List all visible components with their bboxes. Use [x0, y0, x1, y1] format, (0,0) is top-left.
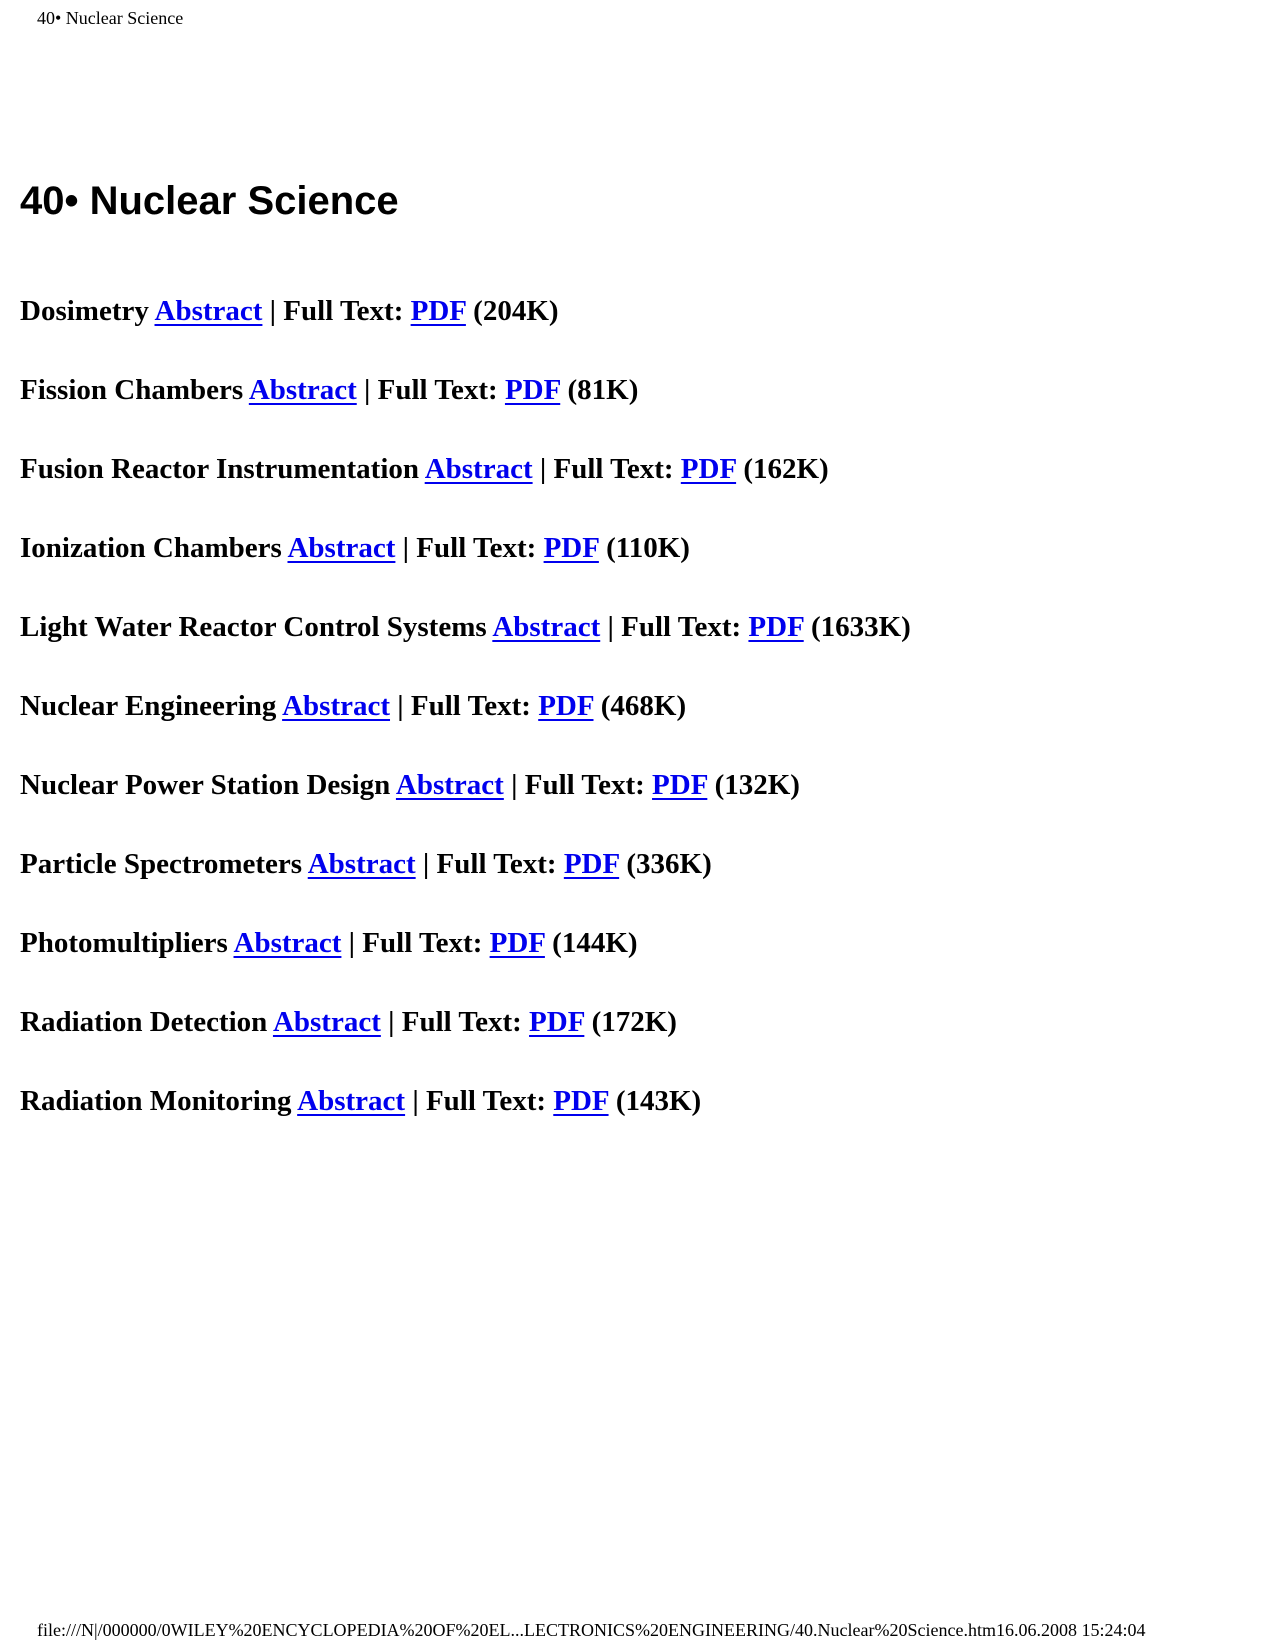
article-title: Ionization Chambers [20, 532, 282, 564]
full-text-label: | Full Text: [412, 1085, 547, 1117]
pdf-link[interactable]: PDF [748, 611, 804, 643]
file-size: (204K) [473, 295, 559, 327]
article-entry [20, 847, 911, 926]
print-footer-path: file:///N|/000000/0WILEY%20ENCYCLOPEDIA%20OF%20EL...LECTRONICS%20ENGINEERING/40.Nuclear%20Science.htm16.06.2008 15:24:04 [37, 1620, 1146, 1640]
file-size: (336K) [626, 848, 712, 880]
print-header-title: 40• Nuclear Science [37, 8, 184, 28]
abstract-link[interactable]: Abstract [424, 453, 533, 485]
file-size: (468K) [600, 690, 687, 722]
abstract-link[interactable]: Abstract [248, 374, 357, 406]
abstract-link[interactable]: Abstract [272, 1006, 381, 1038]
pdf-link[interactable]: PDF [563, 848, 620, 880]
pdf-link[interactable]: PDF [553, 1085, 609, 1117]
article-title: Fission Chambers [20, 374, 244, 406]
full-text-label: | Full Text: [402, 532, 537, 564]
full-text-label: | Full Text: [539, 453, 674, 485]
file-size: (110K) [606, 532, 690, 564]
article-entry [20, 610, 911, 689]
article-entry [20, 689, 911, 768]
full-text-label: | Full Text: [364, 374, 498, 406]
abstract-link[interactable]: Abstract [297, 1085, 406, 1117]
full-text-label: | Full Text: [511, 769, 645, 801]
article-title: Particle Spectrometers [20, 848, 303, 880]
article-entry [20, 1084, 911, 1163]
article-entry [20, 1005, 911, 1084]
pdf-link[interactable]: PDF [529, 1006, 585, 1038]
full-text-label: | Full Text: [607, 611, 742, 643]
article-title: Photomultipliers [20, 927, 228, 959]
pdf-link[interactable]: PDF [543, 532, 599, 564]
full-text-label: | Full Text: [422, 848, 557, 880]
abstract-link[interactable]: Abstract [287, 532, 396, 564]
article-entry [20, 926, 911, 1005]
abstract-link[interactable]: Abstract [282, 690, 391, 722]
article-entry [20, 768, 911, 847]
article-list [20, 294, 911, 1163]
pdf-link[interactable]: PDF [410, 295, 466, 327]
article-entry [20, 452, 911, 531]
article-title: Dosimetry [20, 295, 149, 327]
abstract-link[interactable]: Abstract [233, 927, 342, 959]
article-title: Nuclear Engineering [20, 690, 277, 722]
pdf-link[interactable]: PDF [652, 769, 708, 801]
file-size: (162K) [743, 453, 829, 485]
abstract-link[interactable]: Abstract [492, 611, 601, 643]
file-size: (172K) [591, 1006, 677, 1038]
full-text-label: | Full Text: [348, 927, 483, 959]
file-size: (81K) [567, 374, 639, 406]
page-title: 40• Nuclear Science [20, 179, 399, 223]
file-size: (1633K) [810, 611, 911, 643]
abstract-link[interactable]: Abstract [154, 295, 263, 327]
pdf-link[interactable]: PDF [504, 374, 561, 406]
pdf-link[interactable]: PDF [538, 690, 594, 722]
article-entry [20, 531, 911, 610]
file-size: (144K) [552, 927, 638, 959]
file-size: (143K) [615, 1085, 702, 1117]
pdf-link[interactable]: PDF [489, 927, 545, 959]
full-text-label: | Full Text: [388, 1006, 522, 1038]
file-size: (132K) [714, 769, 800, 801]
article-title: Light Water Reactor Control Systems [20, 611, 487, 643]
abstract-link[interactable]: Abstract [395, 769, 504, 801]
article-title: Radiation Monitoring [20, 1085, 292, 1117]
full-text-label: | Full Text: [397, 690, 531, 722]
full-text-label: | Full Text: [269, 295, 404, 327]
article-title: Radiation Detection [20, 1006, 268, 1038]
article-title: Fusion Reactor Instrumentation [20, 453, 420, 485]
article-entry [20, 294, 911, 373]
abstract-link[interactable]: Abstract [307, 848, 416, 880]
article-title: Nuclear Power Station Design [20, 769, 391, 801]
pdf-link[interactable]: PDF [680, 453, 737, 485]
article-entry [20, 373, 911, 452]
